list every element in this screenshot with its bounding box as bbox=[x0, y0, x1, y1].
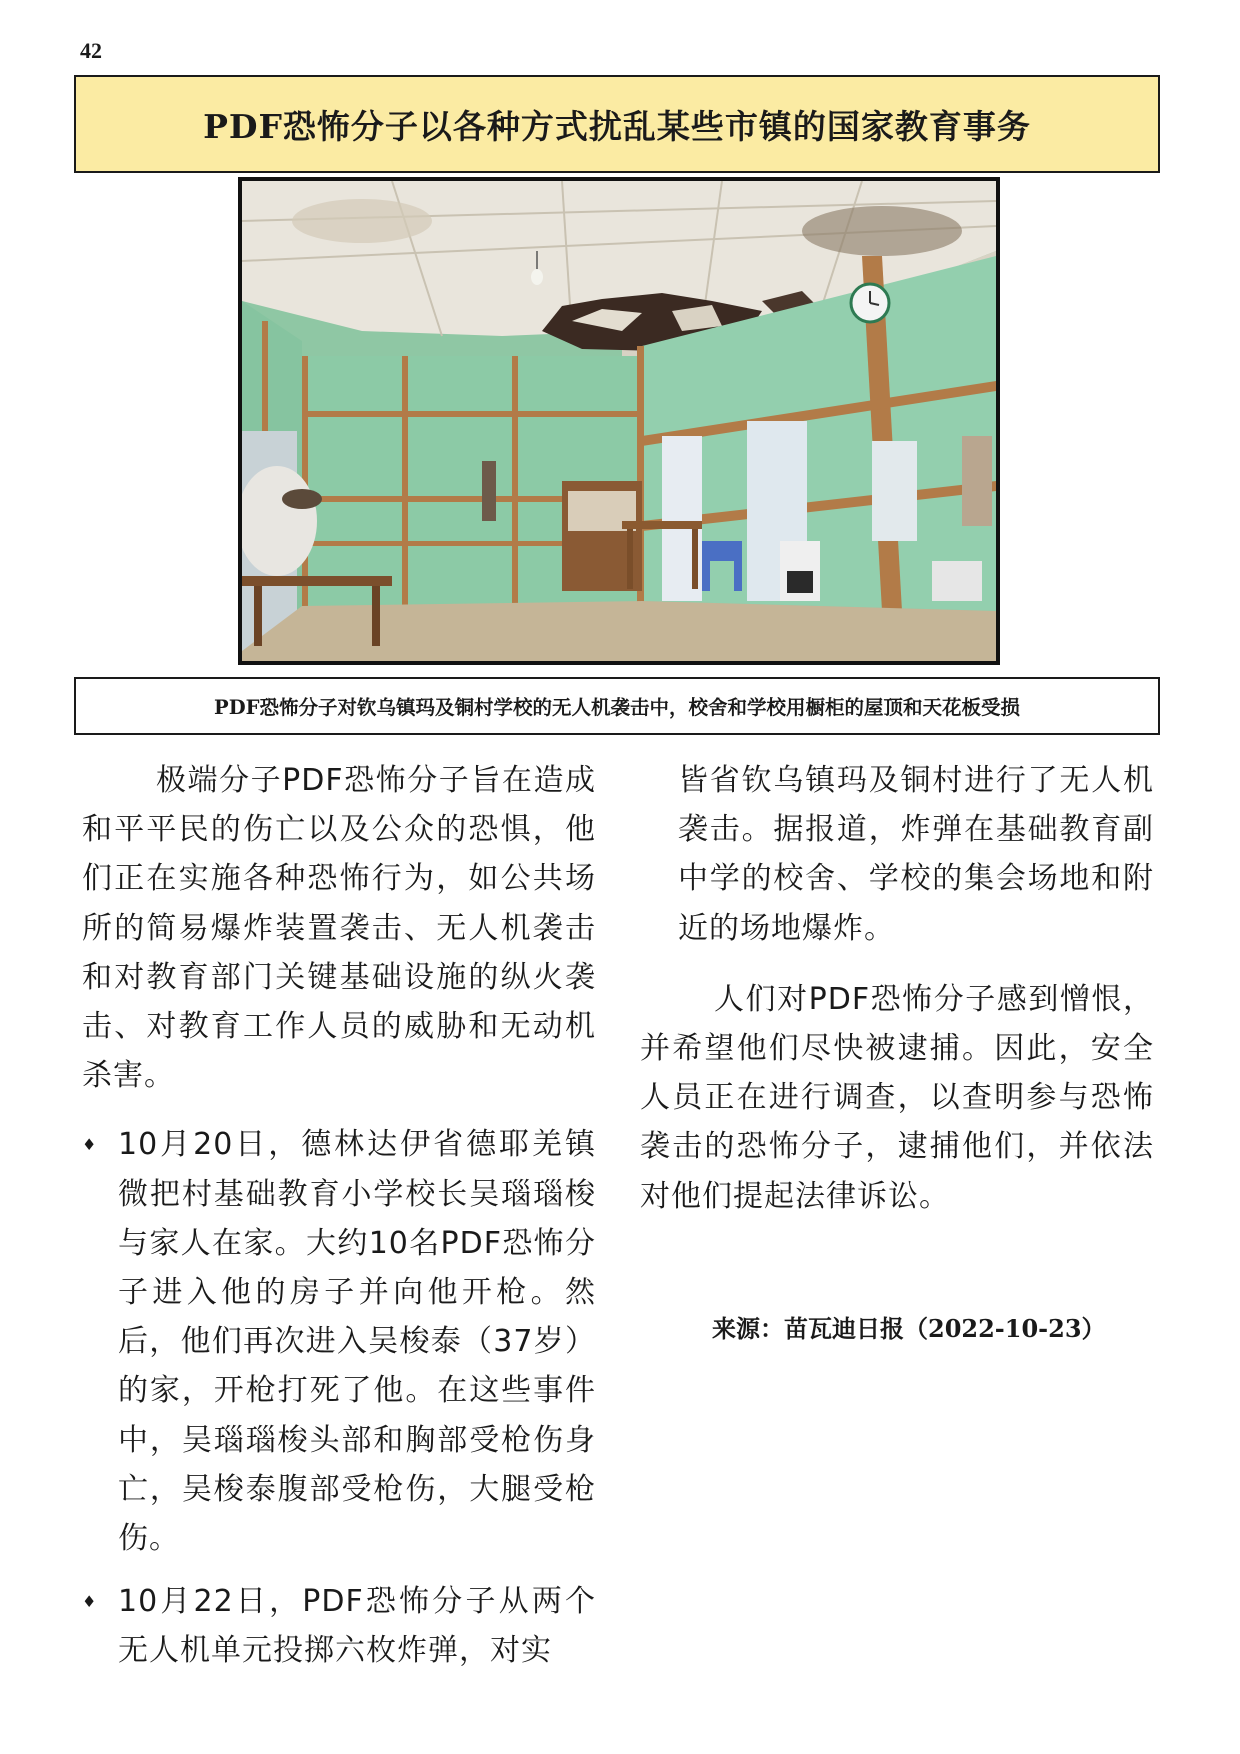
bullet-text: 10月20日，德林达伊省德耶羌镇微把村基础教育小学校长吴瑙瑙梭与家人在家。大约10名PDF恐怖分子进入他的房子并向他开枪。然后，他们再次进入吴梭泰（37岁）的家，开枪打死了他。在这些事件中，吴瑙瑙梭头部和胸部受枪伤身亡，吴梭泰腹部受枪伤，大腿受枪伤。 bbox=[118, 1127, 596, 1557]
left-column bbox=[82, 756, 596, 1676]
title-banner bbox=[74, 75, 1160, 173]
intro-paragraph: 极端分子PDF恐怖分子旨在造成和平平民的伤亡以及公众的恐惧，他们正在实施各种恐怖行为，如公共场所的简易爆炸装置袭击、无人机袭击和对教育部门关键基础设施的纵火袭击、对教育工作人员的威胁和无动机杀害。 bbox=[82, 763, 596, 1094]
conclusion-paragraph: 人们对PDF恐怖分子感到憎恨，并希望他们尽快被逮捕。因此，安全人员正在进行调查，以查明参与恐怖袭击的恐怖分子，逮捕他们，并依法对他们提起法律诉讼。 bbox=[640, 981, 1154, 1214]
classroom-photo-illustration bbox=[242, 181, 996, 661]
bullet-text: 10月22日，PDF恐怖分子从两个无人机单元投掷六枚炸弹，对实 bbox=[118, 1584, 596, 1669]
source-citation: 来源：苗瓦迪日报（2022-10-23） bbox=[712, 1314, 1106, 1343]
right-column bbox=[640, 756, 1154, 1221]
page-title: PDF恐怖分子以各种方式扰乱某些市镇的国家教育事务 bbox=[203, 106, 1031, 146]
list-item bbox=[82, 1577, 596, 1675]
list-item bbox=[82, 1120, 596, 1563]
diamond-bullet-icon: ♦ bbox=[82, 1592, 98, 1612]
photo-caption: PDF恐怖分子对钦乌镇玛及铜村学校的无人机袭击中，校舍和学校用橱柜的屋顶和天花板受损 bbox=[214, 696, 1020, 719]
photo-caption-box bbox=[74, 677, 1160, 735]
page-number: 42 bbox=[80, 38, 102, 63]
diamond-bullet-icon: ♦ bbox=[82, 1135, 98, 1155]
damaged-classroom-photo bbox=[238, 177, 1000, 665]
bullet-continuation: 皆省钦乌镇玛及铜村进行了无人机袭击。据报道，炸弹在基础教育副中学的校舍、学校的集会场地和附近的场地爆炸。 bbox=[678, 763, 1154, 946]
